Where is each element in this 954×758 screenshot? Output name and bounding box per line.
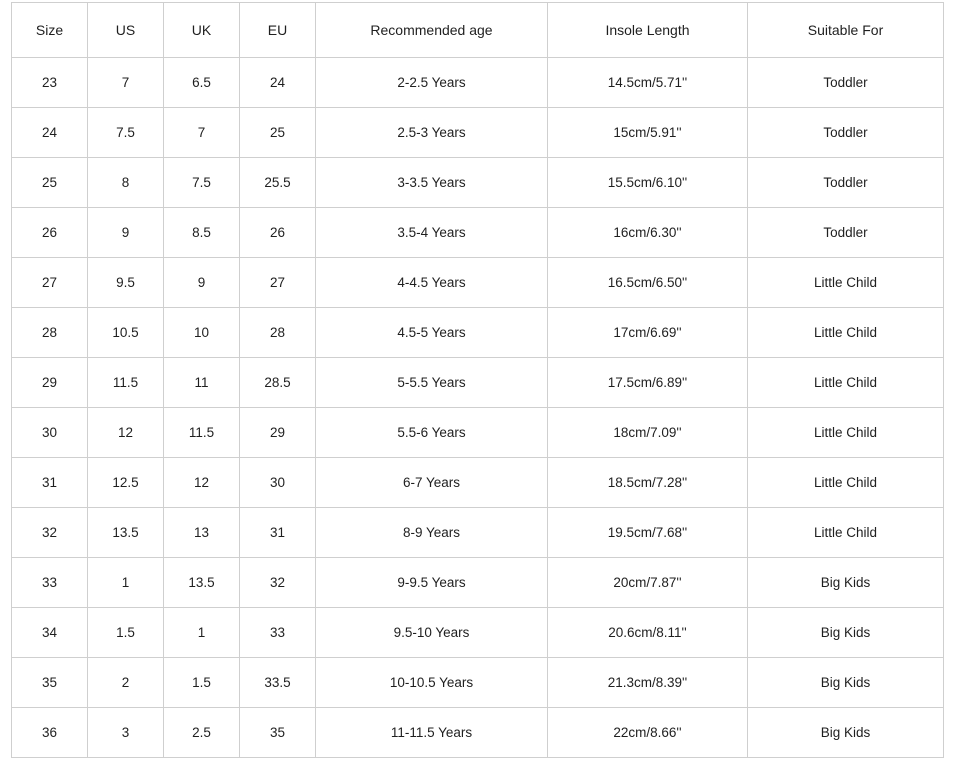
cell-insole-length: 16cm/6.30'' <box>548 208 748 258</box>
cell-eu: 28 <box>240 308 316 358</box>
cell-suitable-for: Big Kids <box>748 708 944 758</box>
table-body <box>12 58 944 758</box>
cell-size: 25 <box>12 158 88 208</box>
cell-uk: 10 <box>164 308 240 358</box>
cell-size: 35 <box>12 658 88 708</box>
table-row <box>12 608 944 658</box>
cell-suitable-for: Toddler <box>748 208 944 258</box>
cell-us: 2 <box>88 658 164 708</box>
cell-uk: 8.5 <box>164 208 240 258</box>
cell-suitable-for: Big Kids <box>748 658 944 708</box>
cell-us: 3 <box>88 708 164 758</box>
cell-suitable-for: Little Child <box>748 458 944 508</box>
table-row <box>12 108 944 158</box>
cell-eu: 26 <box>240 208 316 258</box>
cell-insole-length: 20.6cm/8.11'' <box>548 608 748 658</box>
cell-size: 28 <box>12 308 88 358</box>
cell-insole-length: 17.5cm/6.89'' <box>548 358 748 408</box>
cell-us: 7 <box>88 58 164 108</box>
cell-us: 1 <box>88 558 164 608</box>
cell-suitable-for: Little Child <box>748 258 944 308</box>
cell-suitable-for: Little Child <box>748 308 944 358</box>
table-row <box>12 58 944 108</box>
column-header-insole-length: Insole Length <box>548 3 748 58</box>
cell-eu: 25.5 <box>240 158 316 208</box>
table-row <box>12 258 944 308</box>
cell-suitable-for: Big Kids <box>748 608 944 658</box>
cell-us: 1.5 <box>88 608 164 658</box>
cell-recommended-age: 4-4.5 Years <box>316 258 548 308</box>
cell-recommended-age: 10-10.5 Years <box>316 658 548 708</box>
cell-recommended-age: 11-11.5 Years <box>316 708 548 758</box>
cell-us: 12.5 <box>88 458 164 508</box>
cell-size: 33 <box>12 558 88 608</box>
cell-insole-length: 19.5cm/7.68'' <box>548 508 748 558</box>
table-row <box>12 208 944 258</box>
cell-recommended-age: 5-5.5 Years <box>316 358 548 408</box>
cell-uk: 9 <box>164 258 240 308</box>
cell-size: 32 <box>12 508 88 558</box>
cell-us: 8 <box>88 158 164 208</box>
column-header-recommended-age: Recommended age <box>316 3 548 58</box>
cell-size: 31 <box>12 458 88 508</box>
cell-recommended-age: 2-2.5 Years <box>316 58 548 108</box>
cell-uk: 11 <box>164 358 240 408</box>
cell-recommended-age: 4.5-5 Years <box>316 308 548 358</box>
cell-eu: 33.5 <box>240 658 316 708</box>
cell-uk: 6.5 <box>164 58 240 108</box>
cell-insole-length: 15cm/5.91'' <box>548 108 748 158</box>
cell-size: 29 <box>12 358 88 408</box>
cell-recommended-age: 8-9 Years <box>316 508 548 558</box>
cell-recommended-age: 9.5-10 Years <box>316 608 548 658</box>
column-header-size: Size <box>12 3 88 58</box>
cell-insole-length: 17cm/6.69'' <box>548 308 748 358</box>
cell-eu: 30 <box>240 458 316 508</box>
cell-eu: 35 <box>240 708 316 758</box>
cell-recommended-age: 2.5-3 Years <box>316 108 548 158</box>
cell-uk: 1 <box>164 608 240 658</box>
cell-eu: 24 <box>240 58 316 108</box>
cell-size: 30 <box>12 408 88 458</box>
table-row <box>12 308 944 358</box>
cell-us: 13.5 <box>88 508 164 558</box>
table-header <box>12 3 944 58</box>
cell-size: 26 <box>12 208 88 258</box>
table-row <box>12 558 944 608</box>
cell-uk: 7 <box>164 108 240 158</box>
table-row <box>12 508 944 558</box>
cell-insole-length: 15.5cm/6.10'' <box>548 158 748 208</box>
cell-us: 9 <box>88 208 164 258</box>
cell-insole-length: 20cm/7.87'' <box>548 558 748 608</box>
cell-insole-length: 18cm/7.09'' <box>548 408 748 458</box>
column-header-us: US <box>88 3 164 58</box>
cell-uk: 13 <box>164 508 240 558</box>
cell-suitable-for: Big Kids <box>748 558 944 608</box>
cell-size: 23 <box>12 58 88 108</box>
cell-insole-length: 14.5cm/5.71'' <box>548 58 748 108</box>
cell-size: 27 <box>12 258 88 308</box>
table-row <box>12 708 944 758</box>
cell-suitable-for: Toddler <box>748 108 944 158</box>
cell-eu: 25 <box>240 108 316 158</box>
cell-eu: 27 <box>240 258 316 308</box>
column-header-uk: UK <box>164 3 240 58</box>
cell-recommended-age: 9-9.5 Years <box>316 558 548 608</box>
cell-us: 7.5 <box>88 108 164 158</box>
cell-uk: 7.5 <box>164 158 240 208</box>
cell-recommended-age: 3.5-4 Years <box>316 208 548 258</box>
cell-insole-length: 18.5cm/7.28'' <box>548 458 748 508</box>
cell-recommended-age: 5.5-6 Years <box>316 408 548 458</box>
cell-suitable-for: Little Child <box>748 508 944 558</box>
cell-eu: 28.5 <box>240 358 316 408</box>
cell-insole-length: 16.5cm/6.50'' <box>548 258 748 308</box>
header-row <box>12 3 944 58</box>
cell-insole-length: 21.3cm/8.39'' <box>548 658 748 708</box>
cell-us: 9.5 <box>88 258 164 308</box>
cell-eu: 33 <box>240 608 316 658</box>
cell-eu: 29 <box>240 408 316 458</box>
cell-uk: 1.5 <box>164 658 240 708</box>
cell-uk: 12 <box>164 458 240 508</box>
cell-uk: 13.5 <box>164 558 240 608</box>
cell-suitable-for: Little Child <box>748 408 944 458</box>
table-row <box>12 658 944 708</box>
cell-uk: 2.5 <box>164 708 240 758</box>
column-header-eu: EU <box>240 3 316 58</box>
cell-recommended-age: 3-3.5 Years <box>316 158 548 208</box>
cell-suitable-for: Toddler <box>748 158 944 208</box>
cell-size: 36 <box>12 708 88 758</box>
table-row <box>12 158 944 208</box>
cell-eu: 32 <box>240 558 316 608</box>
cell-eu: 31 <box>240 508 316 558</box>
cell-insole-length: 22cm/8.66'' <box>548 708 748 758</box>
cell-recommended-age: 6-7 Years <box>316 458 548 508</box>
cell-us: 10.5 <box>88 308 164 358</box>
cell-suitable-for: Toddler <box>748 58 944 108</box>
table-row <box>12 408 944 458</box>
cell-us: 12 <box>88 408 164 458</box>
table-row <box>12 458 944 508</box>
cell-size: 24 <box>12 108 88 158</box>
size-chart-table <box>11 2 944 758</box>
cell-us: 11.5 <box>88 358 164 408</box>
column-header-suitable-for: Suitable For <box>748 3 944 58</box>
table-row <box>12 358 944 408</box>
cell-uk: 11.5 <box>164 408 240 458</box>
cell-size: 34 <box>12 608 88 658</box>
cell-suitable-for: Little Child <box>748 358 944 408</box>
